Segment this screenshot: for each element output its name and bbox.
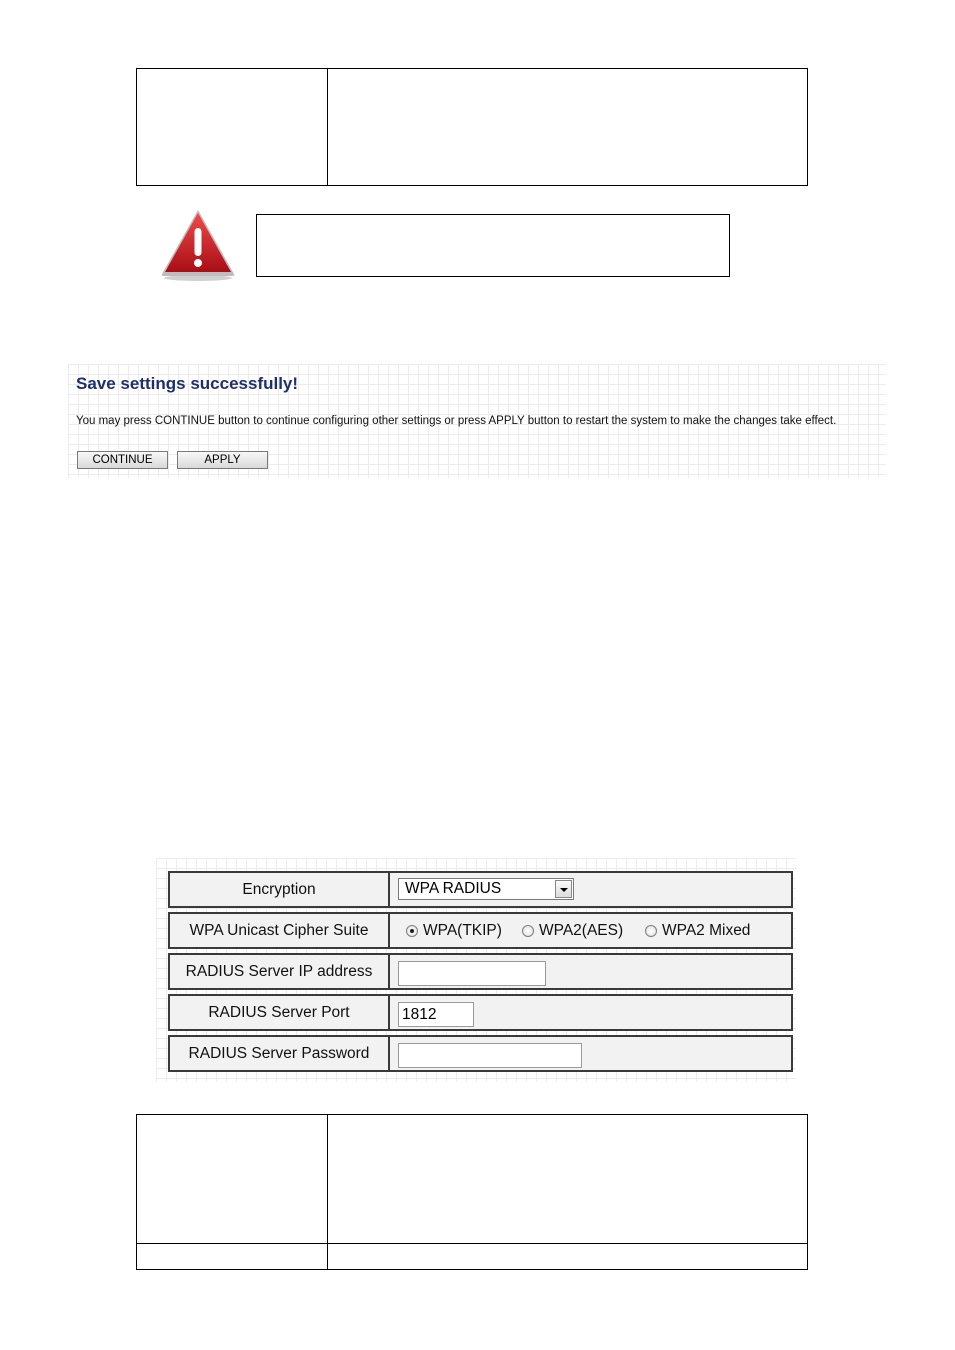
encryption-selected-value: WPA RADIUS: [405, 880, 502, 897]
apply-button[interactable]: APPLY: [177, 451, 268, 469]
radius-port-label: RADIUS Server Port: [170, 996, 390, 1029]
radio-label-wpa-tkip: WPA(TKIP): [423, 921, 502, 939]
encryption-select[interactable]: [398, 878, 574, 900]
top-table-divider: [327, 68, 328, 186]
radio-label-wpa2-aes: WPA2(AES): [539, 921, 624, 939]
save-settings-title: Save settings successfully!: [76, 374, 299, 393]
note-box: [256, 214, 730, 277]
wpa-radius-form: [156, 858, 796, 1082]
radius-password-input[interactable]: [398, 1043, 582, 1068]
save-settings-message: You may press CONTINUE button to continue configuring other settings or press APPLY button to restart the system to make the changes take effect.: [76, 415, 837, 427]
radio-label-wpa2-mixed: WPA2 Mixed: [662, 921, 751, 939]
bottom-table: [136, 1114, 808, 1270]
radius-port-input[interactable]: [398, 1002, 474, 1027]
radius-ip-label: RADIUS Server IP address: [170, 955, 390, 988]
cipher-suite-label: WPA Unicast Cipher Suite: [170, 914, 390, 947]
radio-wpa2-aes[interactable]: [522, 925, 534, 937]
radio-wpa2-mixed[interactable]: [645, 925, 657, 937]
warning-triangle-icon: [160, 208, 236, 282]
top-table: [136, 68, 808, 186]
bottom-table-row-separator: [136, 1243, 808, 1244]
cipher-suite-row: [168, 912, 793, 949]
radio-option-wpa-tkip[interactable]: [406, 914, 502, 947]
save-settings-panel: [68, 364, 886, 478]
radio-option-wpa2-mixed[interactable]: [645, 914, 750, 947]
radius-ip-input[interactable]: [398, 961, 546, 986]
radius-port-row: [168, 994, 793, 1031]
continue-button[interactable]: CONTINUE: [77, 451, 168, 469]
bottom-table-divider: [327, 1114, 328, 1270]
radio-wpa-tkip[interactable]: [406, 925, 418, 937]
radius-password-label: RADIUS Server Password: [170, 1037, 390, 1070]
radius-password-row: [168, 1035, 793, 1072]
chevron-down-icon[interactable]: [555, 880, 572, 898]
radio-option-wpa2-aes[interactable]: [522, 914, 623, 947]
encryption-row: [168, 871, 793, 908]
radius-ip-row: [168, 953, 793, 990]
encryption-label: Encryption: [170, 873, 390, 906]
